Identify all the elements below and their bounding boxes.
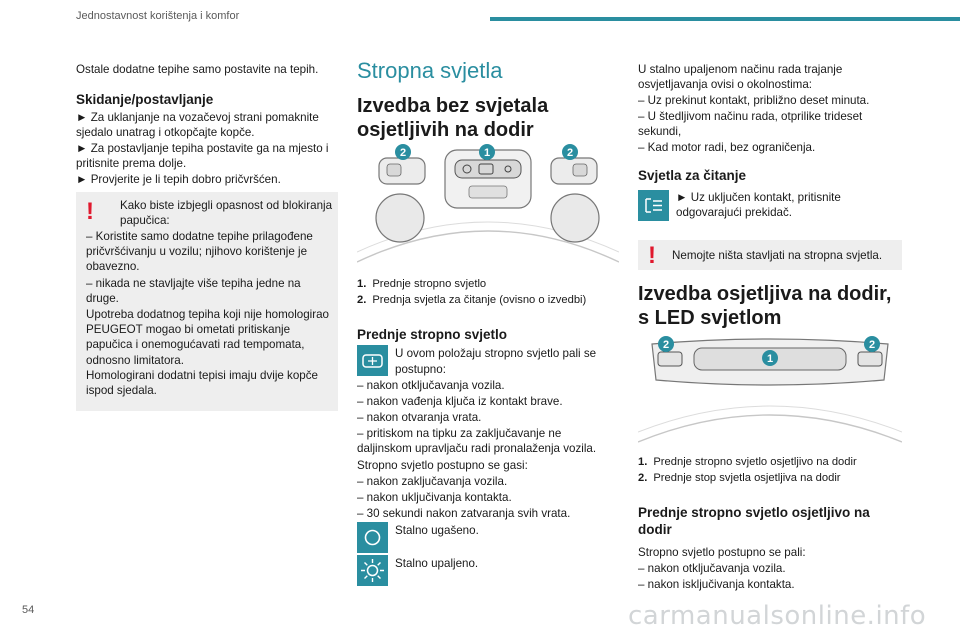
off-mode-icon bbox=[357, 522, 388, 553]
warning-box bbox=[638, 240, 902, 270]
legend-text: Prednje stop svjetla osjetljiva na dodir bbox=[653, 472, 841, 484]
warning-line: – Koristite samo dodatne tepihe prilagođene pričvršćivanju u vozilu; njihovo korištenje je obavezno. bbox=[86, 230, 313, 274]
legend-item bbox=[357, 292, 619, 308]
step-2: ► Za postavljanje tepiha postavite ga na mjesto i pritisnite prema dolje. bbox=[76, 142, 329, 171]
reading-lights-heading: Svjetla za čitanje bbox=[638, 168, 747, 183]
callout-2-left: 2 bbox=[399, 147, 407, 159]
legend-text: Prednje stropno svjetlo bbox=[372, 278, 487, 290]
callout-1: 1 bbox=[483, 147, 491, 159]
duration-line: – Uz prekinut kontakt, približno deset minuta. bbox=[638, 94, 870, 107]
duration-intro: U stalno upaljenom načinu rada trajanje osvjetljavanja ovisi o okolnostima: bbox=[638, 63, 843, 92]
legend-number: 2. bbox=[357, 294, 367, 306]
front-line: – nakon zaključavanja vozila. bbox=[357, 475, 508, 488]
front-icon-text: postupno: bbox=[395, 363, 446, 376]
callout-2-right: 2 bbox=[868, 339, 876, 351]
touch-line: – nakon otključavanja vozila. bbox=[638, 562, 786, 575]
warning-line: Kako biste izbjegli opasnost od blokiranja bbox=[120, 199, 333, 212]
front-line: – 30 sekundi nakon zatvaranja svih vrata. bbox=[357, 507, 571, 520]
reading-text: ► Uz uključen kontakt, pritisnite odgovarajući prekidač. bbox=[676, 191, 841, 220]
removal-heading: Skidanje/postavljanje bbox=[76, 92, 214, 107]
touch-version-heading: Izvedba osjetljiva na dodir, s LED svjetlom bbox=[638, 283, 892, 329]
warning-icon: ! bbox=[86, 198, 94, 225]
front-line: – nakon uključivanja kontakta. bbox=[357, 491, 512, 504]
door-mode-icon bbox=[357, 345, 388, 376]
warning-icon: ! bbox=[648, 242, 656, 269]
legend-text: Prednje stropno svjetlo osjetljivo na dodir bbox=[653, 456, 857, 468]
touch-light-illustration bbox=[638, 330, 902, 450]
duration-line: – Kad motor radi, bez ograničenja. bbox=[638, 141, 816, 154]
subtitle: Izvedba bez svjetala osjetljivih na dodir bbox=[357, 95, 549, 141]
step-3: ► Provjerite je li tepih dobro pričvršćen. bbox=[76, 173, 281, 186]
running-header: Jednostavnost korištenja i komfor bbox=[76, 10, 240, 22]
callout-2-left: 2 bbox=[662, 339, 670, 351]
warning-box bbox=[76, 192, 338, 411]
legend-item bbox=[357, 276, 619, 292]
on-mode-icon bbox=[357, 555, 388, 586]
legend-item bbox=[638, 470, 902, 486]
front-line: Stropno svjetlo postupno se gasi: bbox=[357, 459, 528, 472]
front-line: – nakon otvaranja vrata. bbox=[357, 411, 482, 424]
intro-text: Ostale dodatne tepihe samo postavite na tepih. bbox=[76, 63, 319, 76]
front-line: – pritiskom na tipku za zaključavanje ne daljinskom upravljaču radi pronalaženja vozila. bbox=[357, 427, 597, 456]
watermark: carmanualsonline.info bbox=[628, 601, 927, 631]
front-light-heading: Prednje stropno svjetlo bbox=[357, 327, 508, 342]
section-title: Stropna svjetla bbox=[357, 58, 503, 83]
page-number: 54 bbox=[22, 604, 35, 616]
legend-number: 1. bbox=[638, 456, 648, 468]
warning-text: Nemojte ništa stavljati na stropna svjetla. bbox=[672, 249, 883, 262]
front-icon-text: U ovom položaju stropno svjetlo pali se bbox=[395, 347, 597, 360]
legend-number: 2. bbox=[638, 472, 648, 484]
duration-line: – U štedljivom načinu rada, otprilike trideset sekundi, bbox=[638, 110, 863, 139]
touch-line: Stropno svjetlo postupno se pali: bbox=[638, 546, 806, 559]
touch-sub-heading: Prednje stropno svjetlo osjetljivo na dodir bbox=[638, 505, 870, 537]
front-line: – nakon vađenja ključa iz kontakt brave. bbox=[357, 395, 563, 408]
warning-line: papučica: bbox=[120, 214, 170, 227]
legend-number: 1. bbox=[357, 278, 367, 290]
legend-item bbox=[638, 454, 902, 470]
header-accent-bar bbox=[490, 17, 960, 21]
callout-2-right: 2 bbox=[566, 147, 574, 159]
off-label: Stalno ugašeno. bbox=[395, 524, 479, 537]
touch-line: – nakon isključivanja kontakta. bbox=[638, 578, 795, 591]
legend-text: Prednja svjetla za čitanje (ovisno o izvedbi) bbox=[372, 294, 587, 306]
reading-light-icon bbox=[638, 190, 669, 221]
step-1: ► Za uklanjanje na vozačevoj strani pomaknite sjedalo unatrag i otkopčajte kopče. bbox=[76, 111, 319, 140]
warning-line: Homologirani dodatni tepisi imaju dvije kopče ispod sjedala. bbox=[86, 369, 318, 398]
front-line: – nakon otključavanja vozila. bbox=[357, 379, 505, 392]
callout-1: 1 bbox=[766, 353, 774, 365]
warning-line: Upotreba dodatnog tepiha koji nije homologirao PEUGEOT mogao bi ometati pritiskanje papučica i onemogućavati rad tempomata, odnosno limitatora. bbox=[86, 308, 329, 367]
on-label: Stalno upaljeno. bbox=[395, 557, 479, 570]
ceiling-light-illustration bbox=[357, 140, 619, 270]
warning-line: – nikada ne stavljajte više tepiha jedne na druge. bbox=[86, 277, 301, 306]
